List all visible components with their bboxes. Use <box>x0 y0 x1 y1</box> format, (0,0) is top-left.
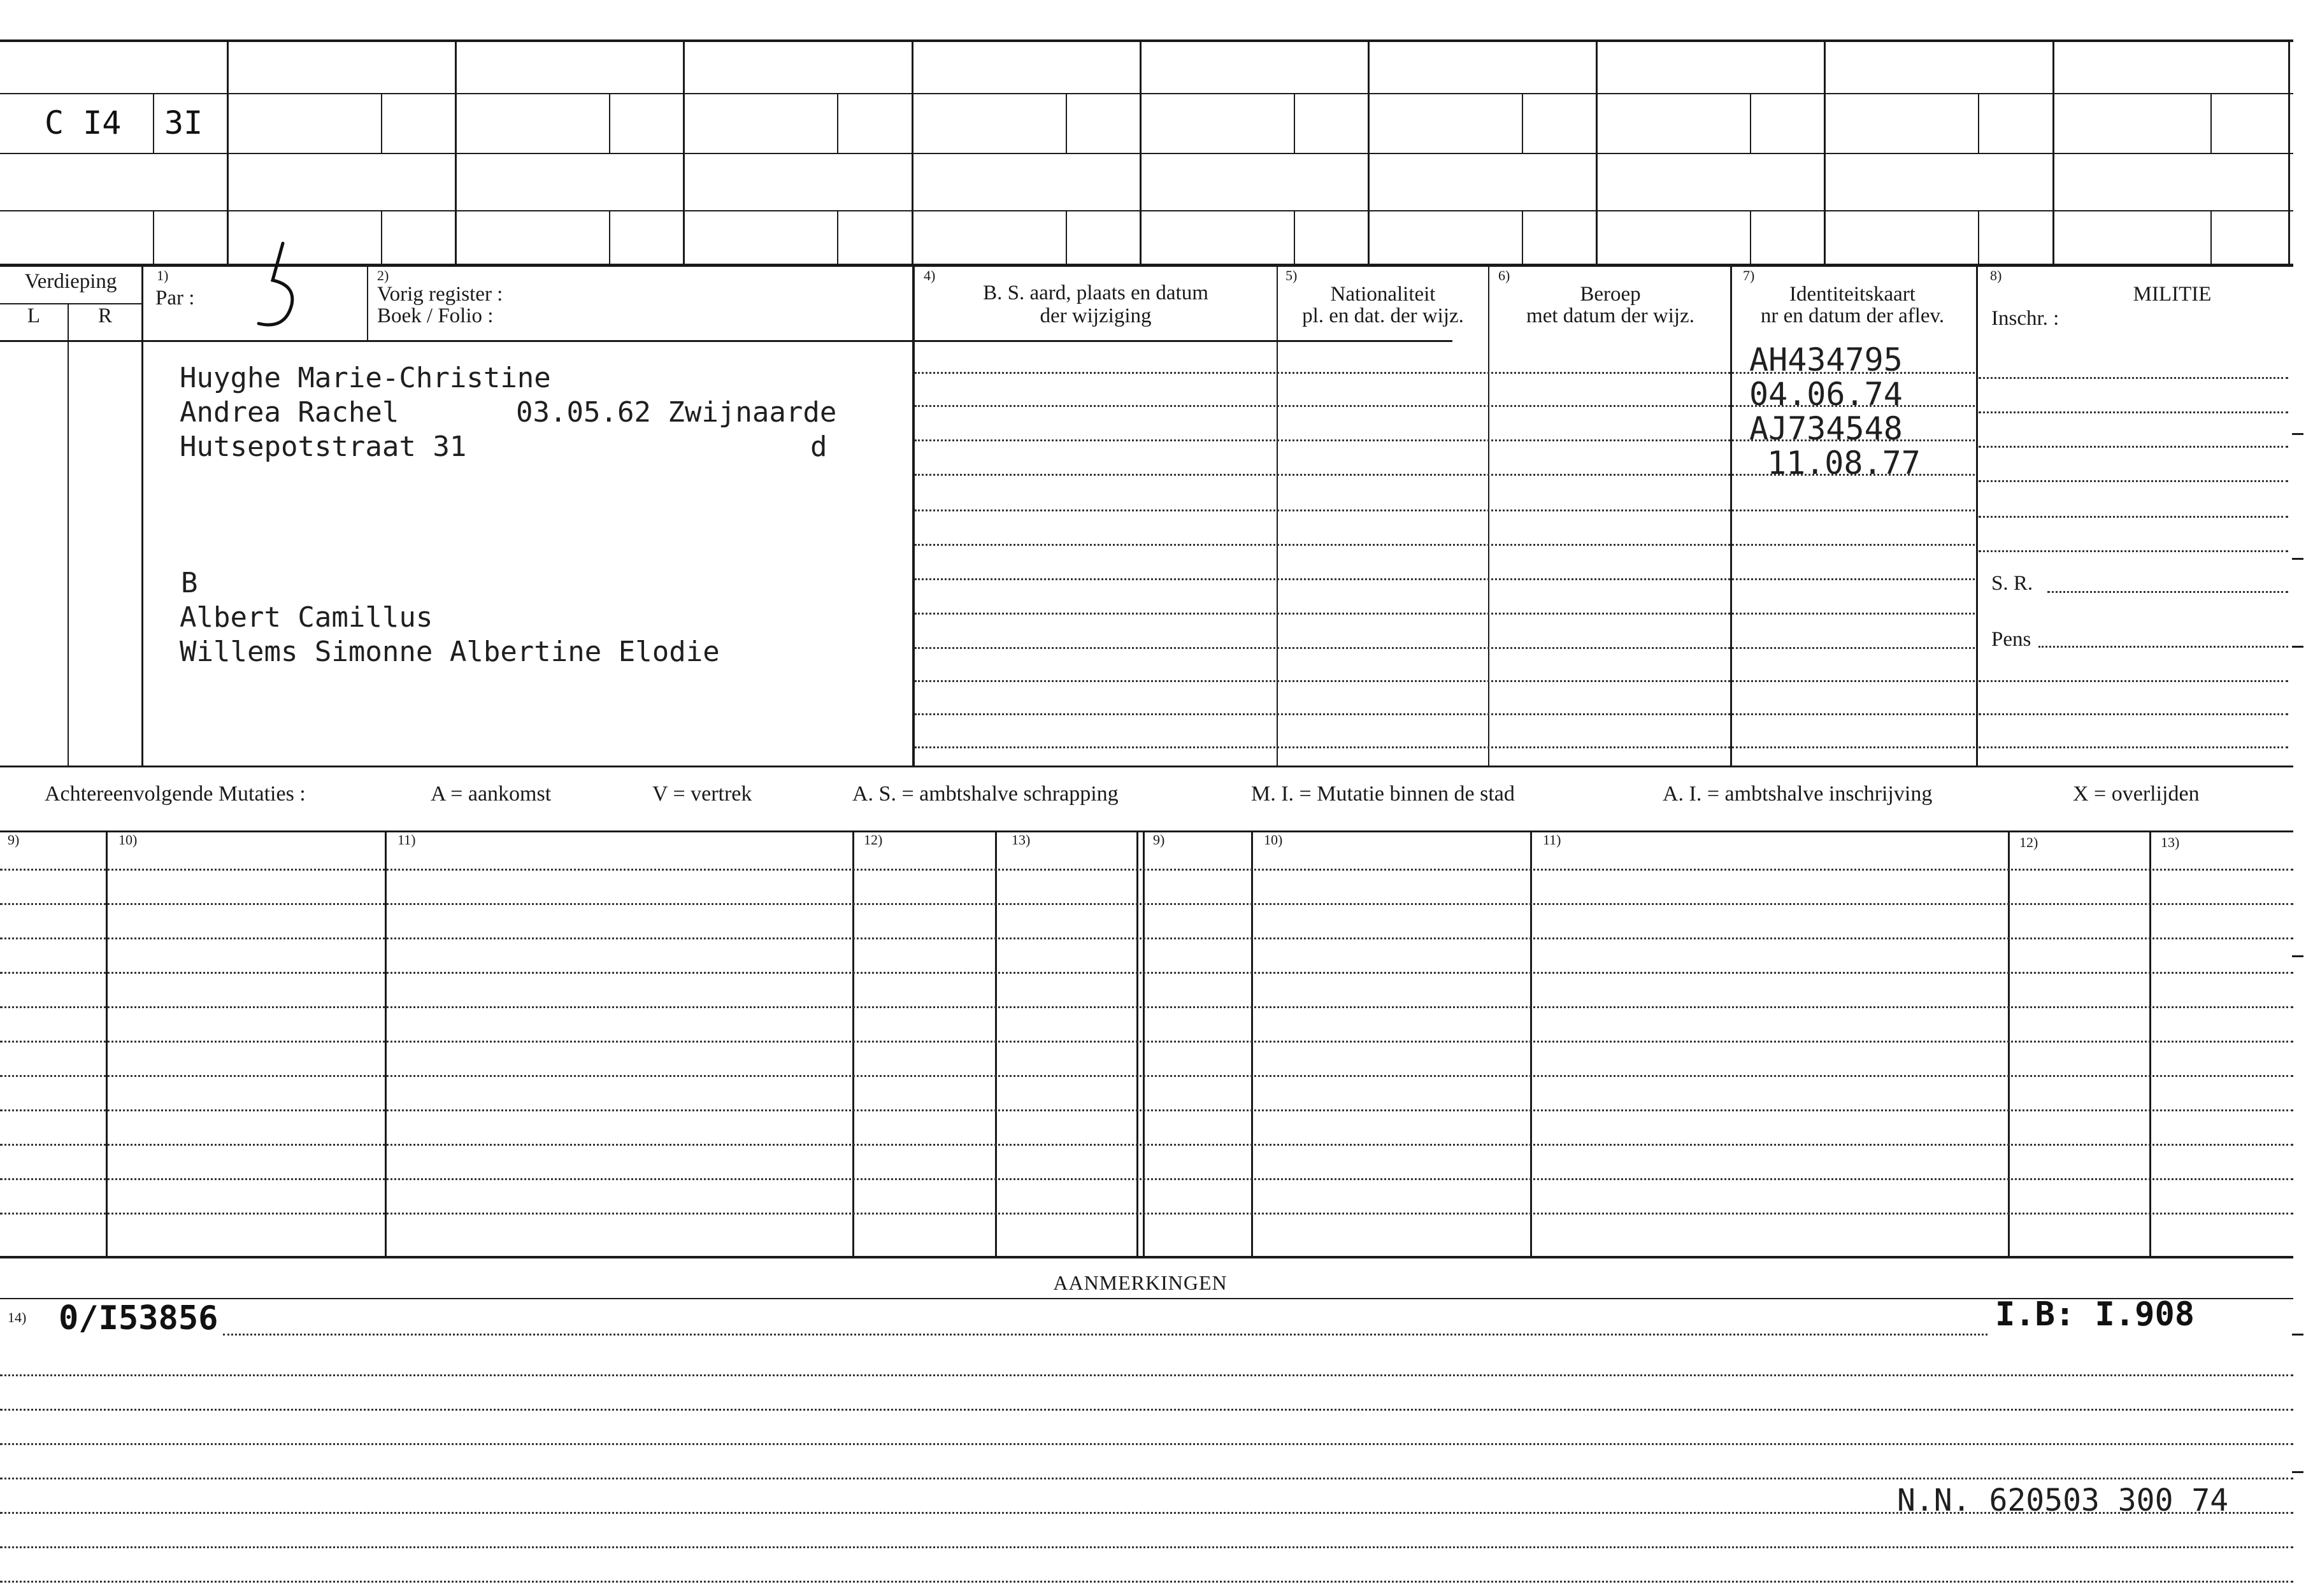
remarks-title: AANMERKINGEN <box>1053 1271 1228 1294</box>
remarks-code: 0/I53856 <box>59 1299 218 1337</box>
pens-label: Pens <box>1991 628 2031 651</box>
person-address: Hutsepotstraat 31 <box>180 431 467 463</box>
person-full-name: Huyghe Marie-Christine <box>180 362 551 394</box>
grid-row-line <box>0 210 2293 211</box>
mother-name: Willems Simonne Albertine Elodie <box>180 636 720 668</box>
sr-label: S. R. <box>1991 572 2033 595</box>
militie-label: MILITIE <box>2133 283 2212 306</box>
beroep-label: Beroep <box>1580 283 1641 306</box>
remarks-ib: I.B: I.908 <box>1995 1295 2195 1334</box>
national-number: N.N. 620503 300 74 <box>1897 1483 2229 1518</box>
grid-bottom-line <box>0 264 2293 267</box>
father-name: Albert Camillus <box>180 601 433 634</box>
inschr-label: Inschr. : <box>1991 307 2059 330</box>
id-card-date: 11.08.77 <box>1767 445 1921 481</box>
identiteitskaart-label: Identiteitskaart <box>1789 283 1916 306</box>
legend-item: V = vertrek <box>652 782 752 806</box>
par-label: Par : <box>155 287 195 310</box>
boek-folio-label: Boek / Folio : <box>377 304 494 327</box>
grid-row-line <box>0 93 2293 94</box>
body-bottom-line <box>0 766 2293 767</box>
legend-item: A. I. = ambtshalve inschrijving <box>1663 782 1933 806</box>
legend-item: A = aankomst <box>431 782 552 806</box>
id-card-number: AH434795 <box>1749 341 1903 378</box>
id-card-number: AJ734548 <box>1749 410 1903 447</box>
register-section: C I4 <box>45 104 122 141</box>
register-number: 3I <box>164 104 203 141</box>
mutations-title: Achtereenvolgende Mutaties : <box>45 782 306 806</box>
par-handwritten-mark <box>255 241 306 336</box>
verdieping-r-label: R <box>97 304 112 327</box>
grid-row-line <box>0 153 2293 154</box>
parents-mark: B <box>181 567 198 599</box>
legend-item: A. S. = ambtshalve schrapping <box>852 782 1119 806</box>
top-border <box>0 39 2293 42</box>
verdieping-l-label: L <box>27 304 41 327</box>
nationaliteit-label: Nationaliteit <box>1330 283 1436 306</box>
verdieping-label: Verdieping <box>24 270 117 293</box>
bs-aard-label: B. S. aard, plaats en datum <box>983 281 1208 304</box>
person-mark: d <box>810 431 827 463</box>
legend-item: M. I. = Mutatie binnen de stad <box>1251 782 1515 806</box>
vorig-register-label: Vorig register : <box>377 283 503 306</box>
id-card-date: 04.06.74 <box>1749 376 1903 413</box>
legend-item: X = overlijden <box>2073 782 2200 806</box>
person-given-names: Andrea Rachel <box>180 396 399 429</box>
person-birth: 03.05.62 Zwijnaarde <box>516 396 837 429</box>
